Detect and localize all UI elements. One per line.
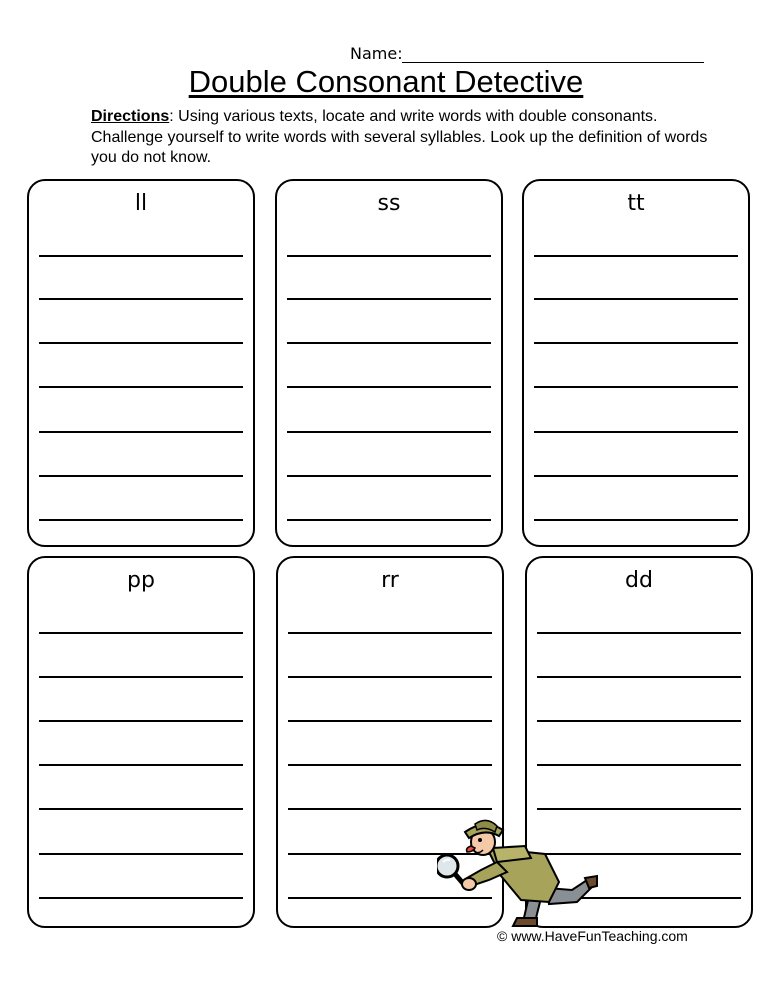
write-line[interactable] xyxy=(534,431,738,433)
write-line[interactable] xyxy=(39,720,243,722)
write-line[interactable] xyxy=(39,386,243,388)
write-line[interactable] xyxy=(288,676,492,678)
write-line[interactable] xyxy=(39,897,243,899)
detective-illustration xyxy=(437,818,599,928)
write-line[interactable] xyxy=(39,519,243,521)
answer-box-pp xyxy=(27,556,255,928)
directions-label: Directions xyxy=(91,108,170,125)
write-line[interactable] xyxy=(534,386,738,388)
write-line[interactable] xyxy=(537,808,741,810)
write-line[interactable] xyxy=(287,255,491,257)
name-label: Name: xyxy=(350,44,403,63)
write-line[interactable] xyxy=(287,475,491,477)
write-line[interactable] xyxy=(288,720,492,722)
write-line[interactable] xyxy=(288,808,492,810)
write-line[interactable] xyxy=(39,475,243,477)
write-line[interactable] xyxy=(534,298,738,300)
answer-box-ss xyxy=(275,179,503,547)
copyright-footer: © www.HaveFunTeaching.com xyxy=(497,928,688,944)
write-line[interactable] xyxy=(534,519,738,521)
write-line[interactable] xyxy=(534,342,738,344)
write-line[interactable] xyxy=(287,519,491,521)
write-line[interactable] xyxy=(534,255,738,257)
write-line[interactable] xyxy=(537,764,741,766)
write-line[interactable] xyxy=(287,431,491,433)
write-line[interactable] xyxy=(287,342,491,344)
box-heading: rr xyxy=(381,568,399,593)
write-line[interactable] xyxy=(537,632,741,634)
answer-box-ll xyxy=(27,179,255,547)
write-line[interactable] xyxy=(288,632,492,634)
write-line[interactable] xyxy=(39,298,243,300)
name-write-line[interactable] xyxy=(402,62,704,63)
directions-text: : Using various texts, locate and write words with double consonants. Challenge yourself to write words with several syllables. Look up the definition of words you do not know. xyxy=(91,108,708,166)
box-heading: ll xyxy=(134,191,148,216)
write-line[interactable] xyxy=(288,764,492,766)
write-line[interactable] xyxy=(39,431,243,433)
write-line[interactable] xyxy=(39,255,243,257)
write-line[interactable] xyxy=(39,853,243,855)
box-heading: ss xyxy=(377,191,401,216)
write-line[interactable] xyxy=(39,764,243,766)
write-line[interactable] xyxy=(39,342,243,344)
answer-box-tt xyxy=(522,179,750,547)
box-heading: pp xyxy=(127,568,155,593)
write-line[interactable] xyxy=(39,676,243,678)
directions-paragraph xyxy=(91,107,731,169)
write-line[interactable] xyxy=(534,475,738,477)
write-line[interactable] xyxy=(39,808,243,810)
box-heading: tt xyxy=(627,191,645,216)
write-line[interactable] xyxy=(537,676,741,678)
write-line[interactable] xyxy=(39,632,243,634)
write-line[interactable] xyxy=(537,720,741,722)
worksheet-title: Double Consonant Detective xyxy=(188,64,584,99)
box-heading: dd xyxy=(625,568,653,593)
write-line[interactable] xyxy=(287,386,491,388)
write-line[interactable] xyxy=(287,298,491,300)
